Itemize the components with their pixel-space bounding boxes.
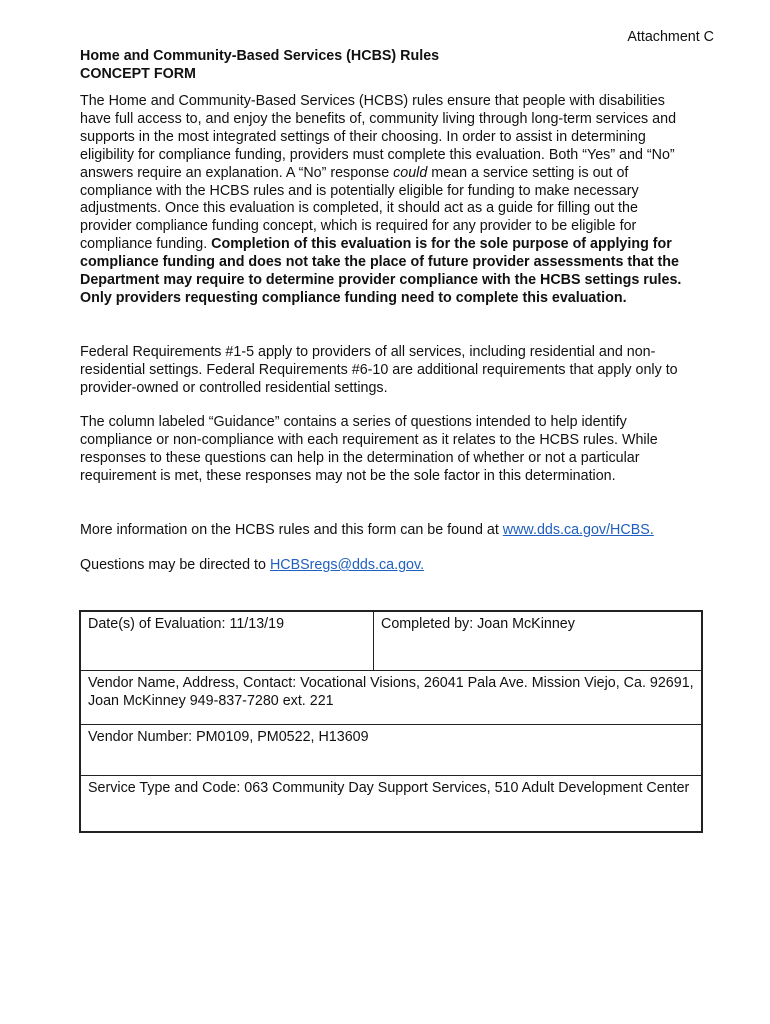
vendor-info-table [79, 610, 703, 833]
title-line-1: Home and Community-Based Services (HCBS) Rules [80, 48, 440, 64]
questions-text: Questions may be directed to [80, 557, 270, 573]
intro-text-1: The Home and Community-Based Services (HCBS) rules ensure that people with disabilities have full access to, and enjoy the benefits of, community living through long-term services and supports in the most integrated settings of their choosing. In order to assist in determining eligibility for compliance funding, providers must complete this evaluation. Both “Yes” and “No” answers require an explanation. A “No” response [80, 93, 677, 181]
hcbs-email-link[interactable]: HCBSregs@dds.ca.gov. [269, 557, 425, 573]
document-title [80, 47, 690, 83]
more-info-paragraph [80, 522, 692, 540]
vendor-number-row: Vendor Number: PM0109, PM0522, H13609 [81, 724, 701, 775]
guidance-paragraph [80, 414, 692, 486]
questions-paragraph [80, 557, 692, 575]
more-info-text: More information on the HCBS rules and this form can be found at [80, 522, 503, 538]
federal-requirements-paragraph [80, 344, 692, 398]
intro-italic-word: could [393, 164, 428, 181]
hcbs-website-link[interactable]: www.dds.ca.gov/HCBS. [502, 522, 654, 538]
evaluation-row [81, 612, 701, 670]
service-type-row: Service Type and Code: 063 Community Day Support Services, 510 Adult Development Center [81, 775, 701, 831]
federal-requirements-text: Federal Requirements #1-5 apply to providers of all services, including residential and non-residential settings. Federal Requirements #6-10 are additional requirements that apply only to provider-owned or controlled residential settings. [80, 344, 678, 396]
intro-bold-statement: Completion of this evaluation is for the sole purpose of applying for compliance funding and does not take the place of future provider assessments that the Department may require to determine provider compliance with the HCBS settings rules. Only providers requesting compliance funding need to complete this evaluation. [80, 236, 682, 306]
vendor-info-row: Vendor Name, Address, Contact: Vocational Visions, 26041 Pala Ave. Mission Viejo, Ca. 92691, Joan McKinney 949-837-7280 ext. 221 [81, 670, 701, 724]
evaluation-date-cell: Date(s) of Evaluation: 11/13/19 [81, 612, 374, 670]
intro-text-2: mean a service setting is out of compliance with the HCBS rules and is potentially eligible for funding to make necessary adjustments. Once this evaluation is completed, it should act as a guide for filling out the provider compliance funding concept, which is required for any provider to be eligible for compliance funding. [80, 164, 639, 253]
completed-by-cell: Completed by: Joan McKinney [381, 616, 575, 632]
attachment-label: Attachment C [627, 29, 714, 45]
guidance-text: The column labeled “Guidance” contains a series of questions intended to help identify compliance or non-compliance with each requirement as it relates to the HCBS rules. While responses to these questions can help in the determination of whether or not a particular requirement is met, these responses may not be the sole factor in this determination. [80, 414, 658, 484]
intro-paragraph [80, 93, 692, 308]
title-line-2: CONCEPT FORM [80, 66, 196, 82]
